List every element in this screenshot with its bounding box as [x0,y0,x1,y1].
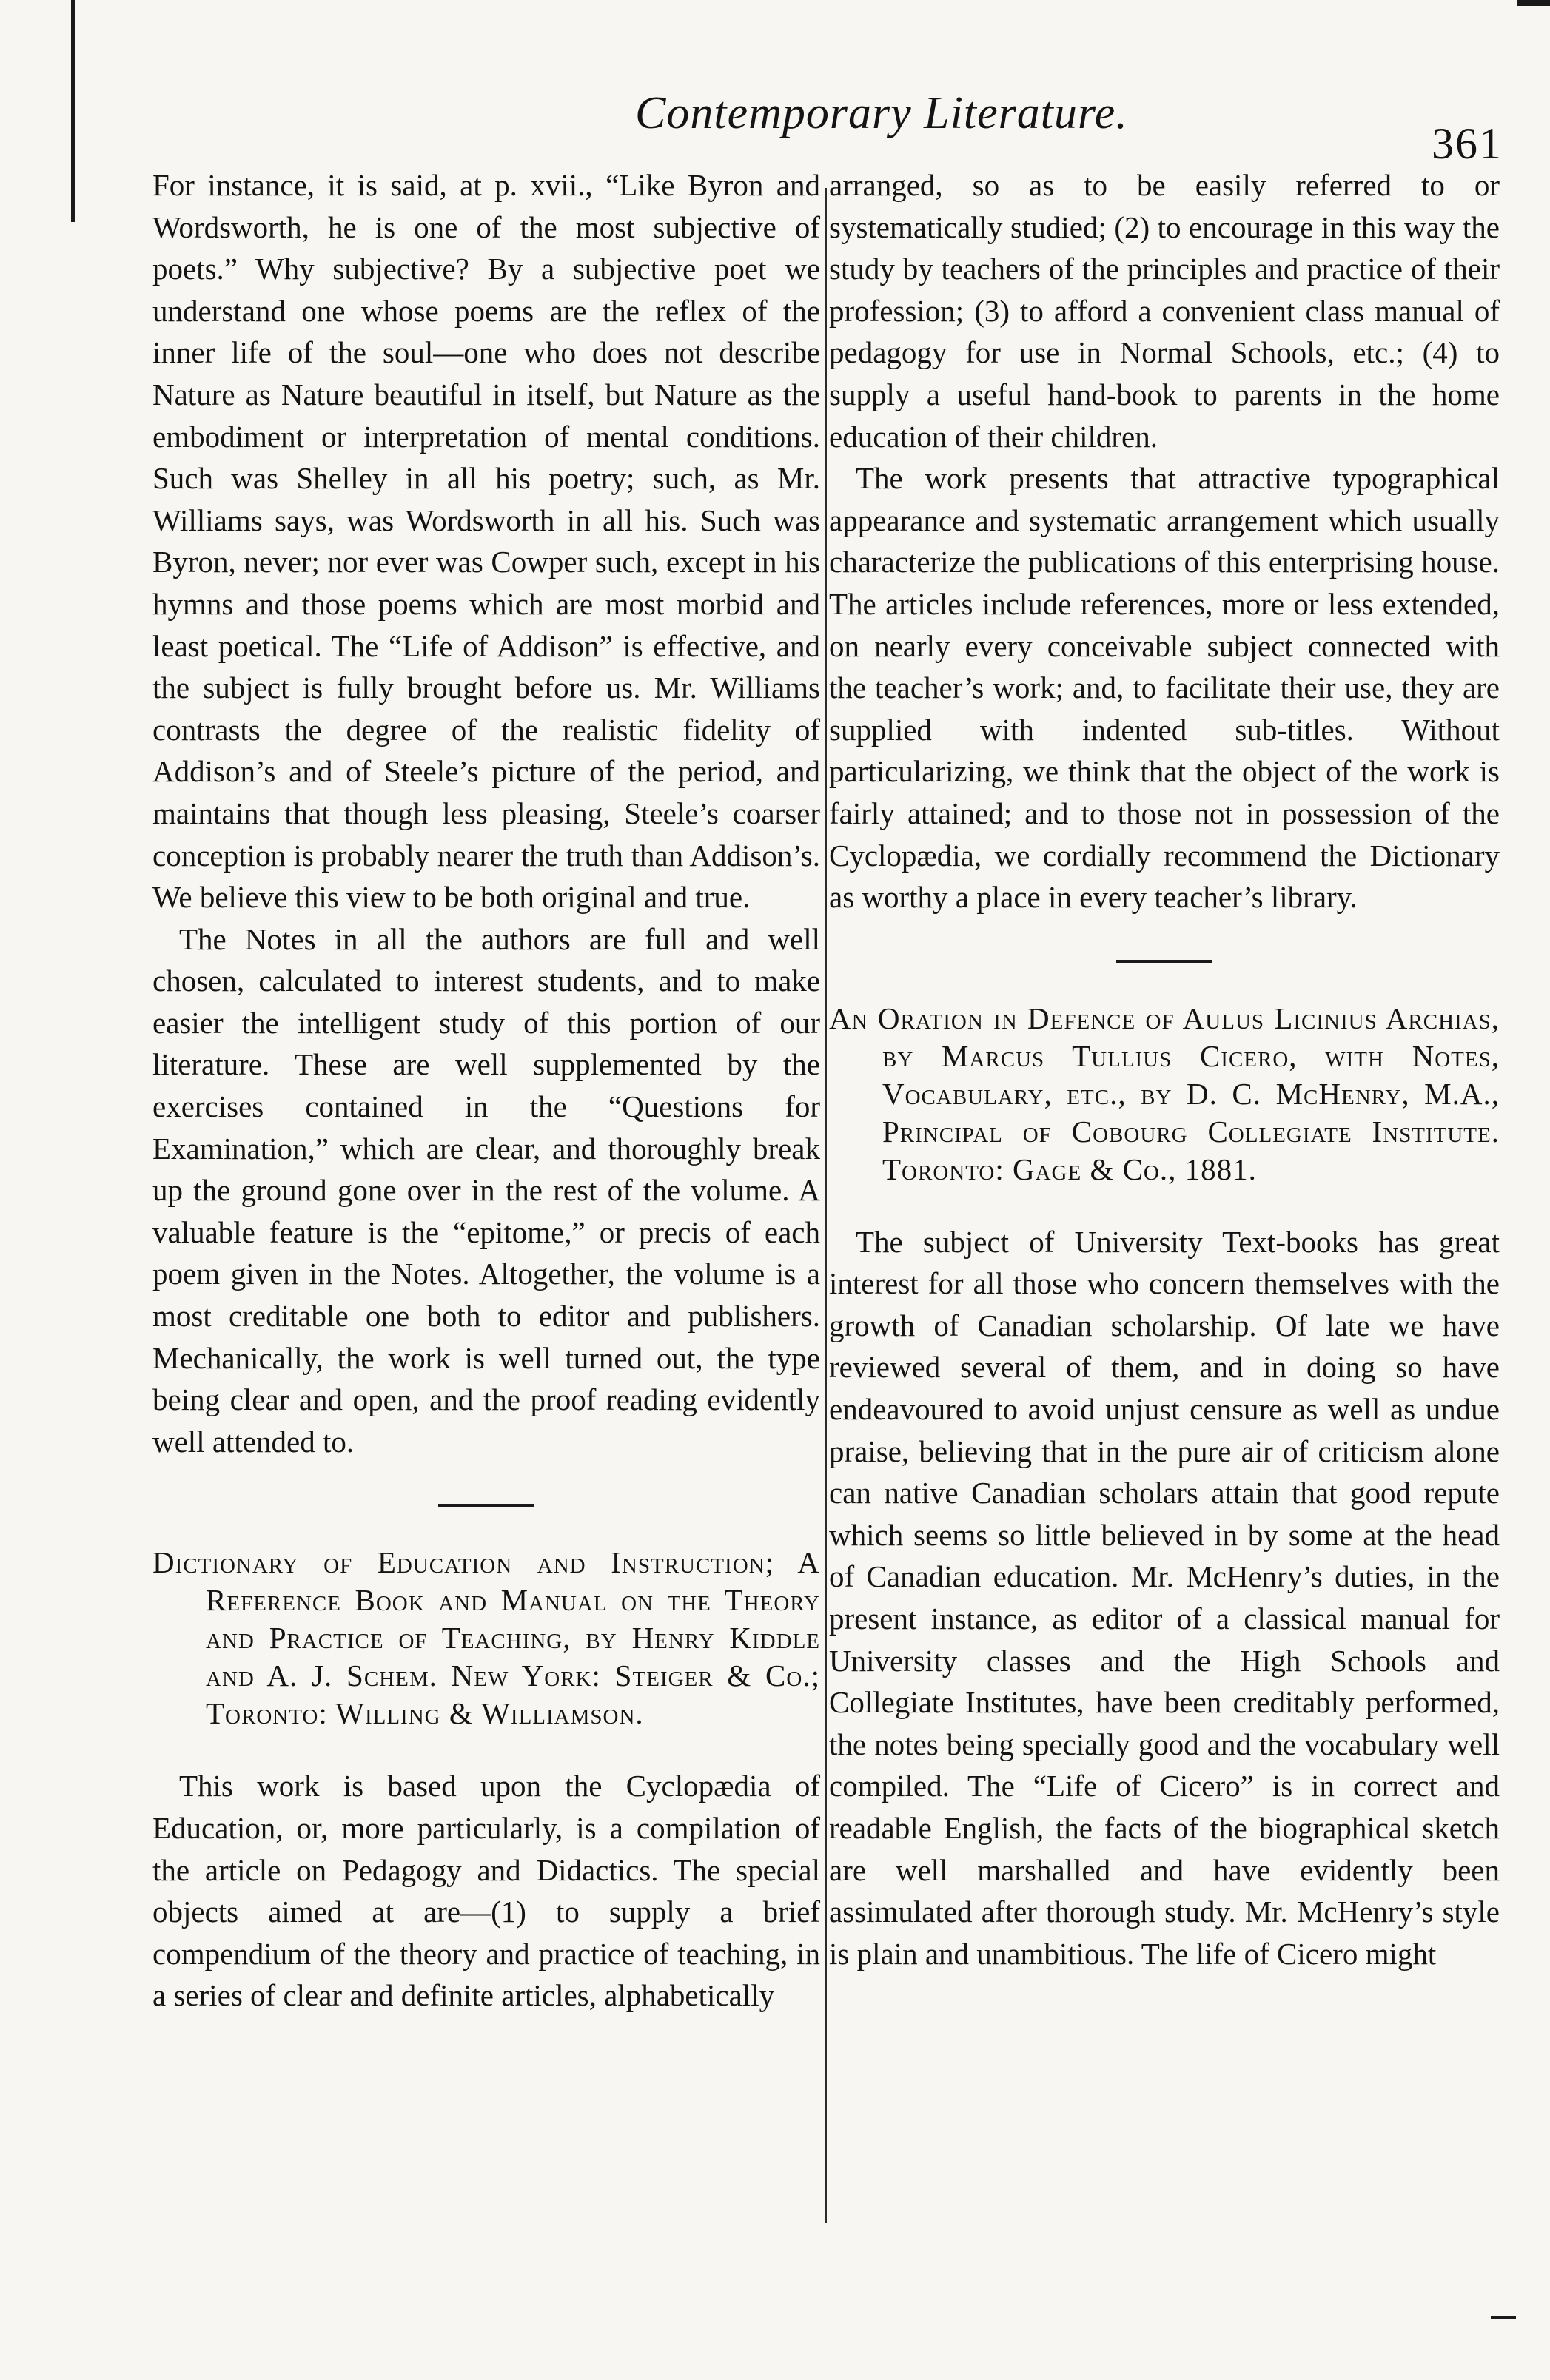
paragraph: This work is based upon the Cyclopædia of Education, or, more particularly, is a compilation of the article on Pedagogy and Didactics. The special objects aimed at are—(1) to supply a brief compendium of the theory and practice of teaching, in a series of clear and definite articles, alphabetically [152,1769,820,2013]
review-heading: Dictionary of Education and Instruction; A Reference Book and Manual on the Theory and Practice of Teaching, by Henry Kiddle and A. J. Schem. New York: Steiger & Co.; Toronto: Willing & Williamson. [152,1545,820,1731]
column-divider [825,188,827,2223]
section-divider [1116,960,1212,963]
top-corner-rule [1517,0,1550,6]
paragraph: For instance, it is said, at p. xvii., “Like Byron and Wordsworth, he is one of the most subjective of poets.” Why subjective? By a subjective poet we understand one whose poems are the reflex of the inner life of the soul—one who does not describe Nature as Nature beautiful in itself, but Nature as the embodiment or interpretation of mental conditions. Such was Shelley in all his poetry; such, as Mr. Williams says, was Wordsworth in all his. Such was Byron, never; nor ever was Cowper such, except in his hymns and those poems which are most morbid and least poetical. The “Life of Addison” is effective, and the subject is fully brought before us. Mr. Williams contrasts the degree of the realistic fidelity of Addison’s and of Steele’s picture of the period, and maintains that though less pleasing, Steele’s coarser conception is probably nearer the truth than Addison’s. We believe this view to be both original and true. [152,168,820,915]
review-heading: An Oration in Defence of Aulus Licinius Archias, by Marcus Tullius Cicero, with Notes, Vocabulary, etc., by D. C. McHenry, M.A., Principal of Cobourg Collegiate Institute. Toronto: Gage & Co., 1881. [829,1001,1500,1186]
scan-edge-mark [71,0,75,222]
paragraph: The subject of University Text-books has great interest for all those who concern themselves with the growth of Canadian scholarship. Of late we have reviewed several of them, and in doing so have endeavoured to avoid unjust censure as well as undue praise, believing that in the pure air of criticism alone can native Canadian scholars attain that good repute which seems so little believed in by some at the head of Canadian education. Mr. McHenry’s duties, in the present instance, as editor of a classical manual for University classes and the High Schools and Collegiate Institutes, have been creditably performed, the notes being specially good and the vocabulary well compiled. The “Life of Cicero” is in correct and readable English, the facts of the biographical sketch are well marshalled and have evidently been assimulated after thorough study. Mr. McHenry’s style is plain and unambitious. The life of Cicero might [829,1224,1500,1971]
page-number: 361 [1432,119,1503,168]
margin-mark [1491,2316,1516,2319]
left-column [152,164,820,2017]
section-divider [438,1504,534,1507]
right-column [829,164,1500,1974]
paragraph: The work presents that attractive typographical appearance and systematic arrangement which usually characterize the publications of this enterprising house. The articles include references, more or less extended, on nearly every conceivable subject connected with the teacher’s work; and, to facilitate their use, they are supplied with indented sub-titles. Without particularizing, we think that the object of the work is fairly attained; and to those not in possession of the Cyclopædia, we cordially recommend the Dictionary as worthy a place in every teacher’s library. [829,461,1500,915]
paragraph: arranged, so as to be easily referred to or systematically studied; (2) to encourage in this way the study by teachers of the principles and practice of their profession; (3) to afford a convenient class manual of pedagogy for use in Normal Schools, etc.; (4) to supply a useful hand-book to parents in the home education of their children. [829,168,1500,454]
paragraph: The Notes in all the authors are full and well chosen, calculated to interest students, and to make easier the intelligent study of this portion of our literature. These are well supplemented by the exercises contained in the “Questions for Examination,” which are clear, and thoroughly break up the ground gone over in the rest of the volume. A valuable feature is the “epitome,” or precis of each poem given in the Notes. Altogether, the volume is a most creditable one both to editor and publishers. Mechanically, the work is well turned out, the type being clear and open, and the proof reading evidently well attended to. [152,921,820,1459]
running-title: Contemporary Literature. [635,88,1128,138]
